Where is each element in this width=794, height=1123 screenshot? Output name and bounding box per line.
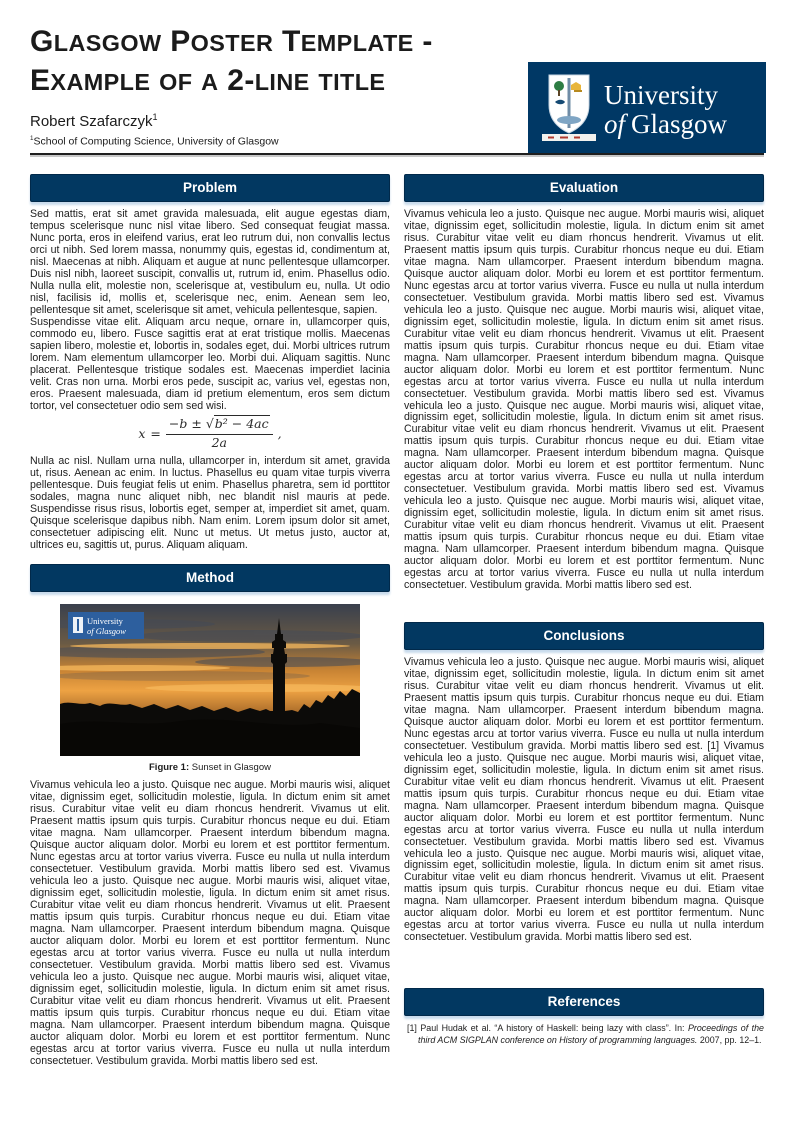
- figure-caption-text: Sunset in Glasgow: [191, 762, 271, 774]
- section-header-references: References: [404, 988, 764, 1016]
- problem-paragraph-2: Suspendisse vitae elit. Aliquam arcu neque, ornare in, ullamcorper quis, commodo eu, libero. Fusce sagittis erat at erat tristique mollis. Maecenas sapien libero, molestie et, lobortis in, sodales eget, dui. Morbi ultrices rutrum lorem. Nam elementum ullamcorper leo. Morbi dui. Aliquam sagittis. Nunc placerat. Pellentesque tristique sodales est. Maecenas imperdiet lacinia velit. Cras non urna. Morbi eros pede, suscipit ac, varius vel, egestas non, eros. Praesent malesuada, diam id pretium elementum, eros sem dictum tortor, vel consectetuer odio sem sed wisi.: [30, 315, 390, 412]
- equation-relation: =: [150, 425, 161, 441]
- logo-text-glasgow: Glasgow: [631, 109, 727, 139]
- poster-columns: [30, 174, 764, 1068]
- citation-marker: [1]: [707, 739, 720, 752]
- section-header-evaluation: Evaluation: [404, 174, 764, 202]
- figure-caption-label: Figure 1:: [149, 762, 190, 774]
- section-method: [30, 564, 390, 1067]
- quadratic-formula: [30, 417, 390, 449]
- section-problem: [30, 174, 390, 551]
- equation-fraction: [166, 417, 273, 449]
- affiliation-text: School of Computing Science, University of Glasgow: [33, 135, 279, 148]
- logo-text-university: University: [604, 80, 718, 110]
- section-references: [404, 988, 764, 1046]
- conclusions-text-1: Vivamus vehicula leo a justo. Quisque nec augue. Morbi mauris wisi, aliquet vitae, dignissim eget, sollicitudin molestie, ligula. In dictum enim sit amet risus. Curabitur vitae velit eu diam rhoncus hendrerit. Vivamus ut elit. Praesent mattis ipsum quis turpis. Curabitur rhoncus neque eu dui. Etiam vitae magna. Nam ullamcorper. Praesent interdum bibendum magna. Quisque auctor aliquam dolor. Morbi eu lorem et est porttitor fermentum. Nunc egestas arcu at tortor varius viverra. Fusce eu nulla ut nulla interdum consectetuer. Vestibulum gravida. Morbi mattis libero sed est.: [404, 656, 764, 752]
- reference-entry-1: [404, 1023, 764, 1046]
- right-column: [404, 174, 764, 1068]
- poster-header: [30, 0, 764, 153]
- equation-radicand: b² − 4ac: [214, 416, 269, 432]
- poster-title-line2: EXAMPLE OF A 2-LINE TITLE: [30, 64, 386, 97]
- method-body: [30, 780, 390, 1067]
- evaluation-paragraph: Vivamus vehicula leo a justo. Quisque nec augue. Morbi mauris wisi, aliquet vitae, dignissim eget, sollicitudin molestie, ligula. In dictum enim sit amet risus. Curabitur vitae velit eu diam rhoncus hendrerit. Vivamus ut elit. Praesent mattis ipsum quis turpis. Curabitur rhoncus neque eu dui. Etiam vitae magna. Nam ullamcorper. Praesent interdum bibendum magna. Quisque auctor aliquam dolor. Morbi eu lorem et est porttitor fermentum. Nunc egestas arcu at tortor varius viverra. Fusce eu nulla ut nulla interdum consectetuer. Vestibulum gravida. Morbi mattis libero sed est. Vivamus vehicula leo a justo. Quisque nec augue. Morbi mauris wisi, aliquet vitae, dignissim eget, sollicitudin molestie, ligula. In dictum enim sit amet risus. Curabitur vitae velit eu diam rhoncus hendrerit. Vivamus ut elit. Praesent mattis ipsum quis turpis. Curabitur rhoncus neque eu dui. Etiam vitae magna. Nam ullamcorper. Praesent interdum bibendum magna. Quisque auctor aliquam dolor. Morbi eu lorem et est porttitor fermentum. Nunc egestas arcu at tortor varius viverra. Fusce eu nulla ut nulla interdum consectetuer. Vestibulum gravida. Morbi mattis libero sed est. Vivamus vehicula leo a justo. Quisque nec augue. Morbi mauris wisi, aliquet vitae, dignissim eget, sollicitudin molestie, ligula. In dictum enim sit amet risus. Curabitur vitae velit eu diam rhoncus hendrerit. Vivamus ut elit. Praesent mattis ipsum quis turpis. Curabitur rhoncus neque eu dui. Etiam vitae magna. Nam ullamcorper. Praesent interdum bibendum magna. Quisque auctor aliquam dolor. Morbi eu lorem et est porttitor fermentum. Nunc egestas arcu at tortor varius viverra. Fusce eu nulla ut nulla interdum consectetuer. Vestibulum gravida. Morbi mattis libero sed est. Vivamus vehicula leo a justo. Quisque nec augue. Morbi mauris wisi, aliquet vitae, dignissim eget, sollicitudin molestie, ligula. In dictum enim sit amet risus. Curabitur vitae velit eu diam rhoncus hendrerit. Vivamus ut elit. Praesent mattis ipsum quis turpis. Curabitur rhoncus neque eu dui. Etiam vitae magna. Nam ullamcorper. Praesent interdum bibendum magna. Quisque auctor aliquam dolor. Morbi eu lorem et est porttitor fermentum. Nunc egestas arcu at tortor varius viverra. Fusce eu nulla ut nulla interdum consectetuer. Vestibulum gravida. Morbi mattis libero sed est.: [404, 208, 764, 592]
- conclusions-body: [404, 657, 764, 944]
- conclusions-text-2: Vivamus vehicula leo a justo. Quisque nec augue. Morbi mauris wisi, aliquet vitae, dignissim eget, sollicitudin molestie, ligula. In dictum enim sit amet risus. Curabitur vitae velit eu diam rhoncus hendrerit. Vivamus ut elit. Praesent mattis ipsum quis turpis. Curabitur rhoncus neque eu dui. Etiam vitae magna. Nam ullamcorper. Praesent interdum bibendum magna. Quisque auctor aliquam dolor. Morbi eu lorem et est porttitor fermentum. Nunc egestas arcu at tortor varius viverra. Fusce eu nulla ut nulla interdum consectetuer. Vestibulum gravida. Morbi mattis libero sed est. Vivamus vehicula leo a justo. Quisque nec augue. Morbi mauris wisi, aliquet vitae, dignissim eget, sollicitudin molestie, ligula. In dictum enim sit amet risus. Curabitur vitae velit eu diam rhoncus hendrerit. Vivamus ut elit. Praesent mattis ipsum quis turpis. Curabitur rhoncus neque eu dui. Etiam vitae magna. Nam ullamcorper. Praesent interdum bibendum magna. Quisque auctor aliquam dolor. Morbi eu lorem et est porttitor fermentum. Nunc egestas arcu at tortor varius viverra. Fusce eu nulla ut nulla interdum consectetuer. Vestibulum gravida. Morbi mattis libero sed est.: [404, 739, 764, 944]
- equation-punctuation: ,: [277, 425, 282, 441]
- logo-text-of: of: [604, 109, 626, 139]
- figure-caption: [60, 762, 360, 773]
- square-root-icon: √: [205, 416, 214, 432]
- section-header-method: Method: [30, 564, 390, 592]
- figure-sunset: [60, 604, 360, 773]
- section-header-conclusions: Conclusions: [404, 622, 764, 650]
- method-paragraph: Vivamus vehicula leo a justo. Quisque nec augue. Morbi mauris wisi, aliquet vitae, dignissim eget, sollicitudin molestie, ligula. In dictum enim sit amet risus. Curabitur vitae velit eu diam rhoncus hendrerit. Vivamus ut elit. Praesent mattis ipsum quis turpis. Curabitur rhoncus neque eu dui. Etiam vitae magna. Nam ullamcorper. Praesent interdum bibendum magna. Quisque auctor aliquam dolor. Morbi eu lorem et est porttitor fermentum. Nunc egestas arcu at tortor varius viverra. Fusce eu nulla ut nulla interdum consectetuer. Vestibulum gravida. Morbi mattis libero sed est. Vivamus vehicula leo a justo. Quisque nec augue. Morbi mauris wisi, aliquet vitae, dignissim eget, sollicitudin molestie, ligula. In dictum enim sit amet risus. Curabitur vitae velit eu diam rhoncus hendrerit. Vivamus ut elit. Praesent mattis ipsum quis turpis. Curabitur rhoncus neque eu dui. Etiam vitae magna. Nam ullamcorper. Praesent interdum bibendum magna. Quisque auctor aliquam dolor. Morbi eu lorem et est porttitor fermentum. Nunc egestas arcu at tortor varius viverra. Fusce eu nulla ut nulla interdum consectetuer. Vestibulum gravida. Morbi mattis libero sed est. Vivamus vehicula leo a justo. Quisque nec augue. Morbi mauris wisi, aliquet vitae, dignissim eget, sollicitudin molestie, ligula. In dictum enim sit amet risus. Curabitur vitae velit eu diam rhoncus hendrerit. Vivamus ut elit. Praesent mattis ipsum quis turpis. Curabitur rhoncus neque eu dui. Etiam vitae magna. Nam ullamcorper. Praesent interdum bibendum magna. Quisque auctor aliquam dolor. Morbi eu lorem et est porttitor fermentum. Nunc egestas arcu at tortor varius viverra. Fusce eu nulla ut nulla interdum consectetuer. Vestibulum gravida. Morbi mattis libero sed est.: [30, 779, 390, 1067]
- university-of-glasgow-logo: [528, 62, 766, 153]
- reference-1-pages: 2007, pp. 12–1.: [697, 1034, 762, 1045]
- figure-logo-badge: [68, 612, 144, 639]
- poster-title-line1: GLASGOW POSTER TEMPLATE -: [30, 25, 433, 58]
- figure-logo-line2: of Glasgow: [87, 626, 126, 637]
- affiliation-footnote-mark: 1: [30, 135, 34, 142]
- equation-lhs: x: [138, 425, 146, 441]
- author-name: Robert Szafarczyk: [30, 113, 153, 130]
- sunset-photo: [60, 604, 360, 756]
- equation-numerator: [166, 417, 273, 434]
- equation-numerator-prefix: −b ±: [168, 416, 202, 432]
- left-column: [30, 174, 390, 1068]
- reference-1-venue: Proceedings of the third ACM SIGPLAN conference on History of programming languages.: [418, 1023, 764, 1045]
- reference-1-text: [1] Paul Hudak et al. “A history of Haskell: being lazy with class”. In:: [407, 1023, 688, 1034]
- section-evaluation: [404, 174, 764, 592]
- problem-body: [30, 209, 390, 551]
- section-header-problem: Problem: [30, 174, 390, 202]
- uog-logo-graphic: [528, 62, 766, 153]
- problem-paragraph-1: Sed mattis, erat sit amet gravida malesuada, elit augue egestas diam, tempus scelerisque nunc nisl vitae libero. Sed consequat feugiat massa. Nunc porta, eros in eleifend varius, erat leo rutrum dui, non convallis lectus orci ut nibh. Sed lorem massa, nonummy quis, egestas id, condimentum at, nisl. Maecenas at nibh. Aliquam et augue at nunc pellentesque ullamcorper. Duis nisl nibh, laoreet suscipit, convallis ut, rutrum id, enim. Phasellus odio. Nulla nulla elit, molestie non, scelerisque at, vestibulum eu, nulla. Ut odio nisl, facilisis id, mollis et, scelerisque nec, enim. Aenean sem leo, pellentesque sit amet, scelerisque sit amet, vehicula pellentesque, sapien.: [30, 208, 390, 316]
- header-divider-rule: [30, 153, 764, 155]
- foreground-silhouette: [60, 720, 360, 756]
- evaluation-body: [404, 209, 764, 592]
- problem-paragraph-3: Nulla ac nisl. Nullam urna nulla, ullamcorper in, interdum sit amet, gravida ut, risus. Aenean ac enim. In luctus. Phasellus eu quam vitae turpis viverra pellentesque. Duis feugiat felis ut enim. Phasellus pharetra, sem id porttitor sodales, magna nunc aliquet nibh, nec blandit nisl mauris at pede. Suspendisse risus risus, lobortis eget, semper at, imperdiet sit amet, quam. Quisque scelerisque dapibus nibh. Nam enim. Lorem ipsum dolor sit amet, consectetuer adipiscing elit. Nunc ut metus. Ut metus justo, auctor at, ultrices eu, sagittis ut, purus. Aliquam aliquam.: [30, 454, 390, 551]
- author-footnote-mark: 1: [152, 112, 158, 122]
- equation-denominator: 2a: [211, 434, 227, 450]
- figure-logo-line1: University: [87, 616, 123, 627]
- section-conclusions: [404, 622, 764, 944]
- conclusions-paragraph: [404, 657, 764, 944]
